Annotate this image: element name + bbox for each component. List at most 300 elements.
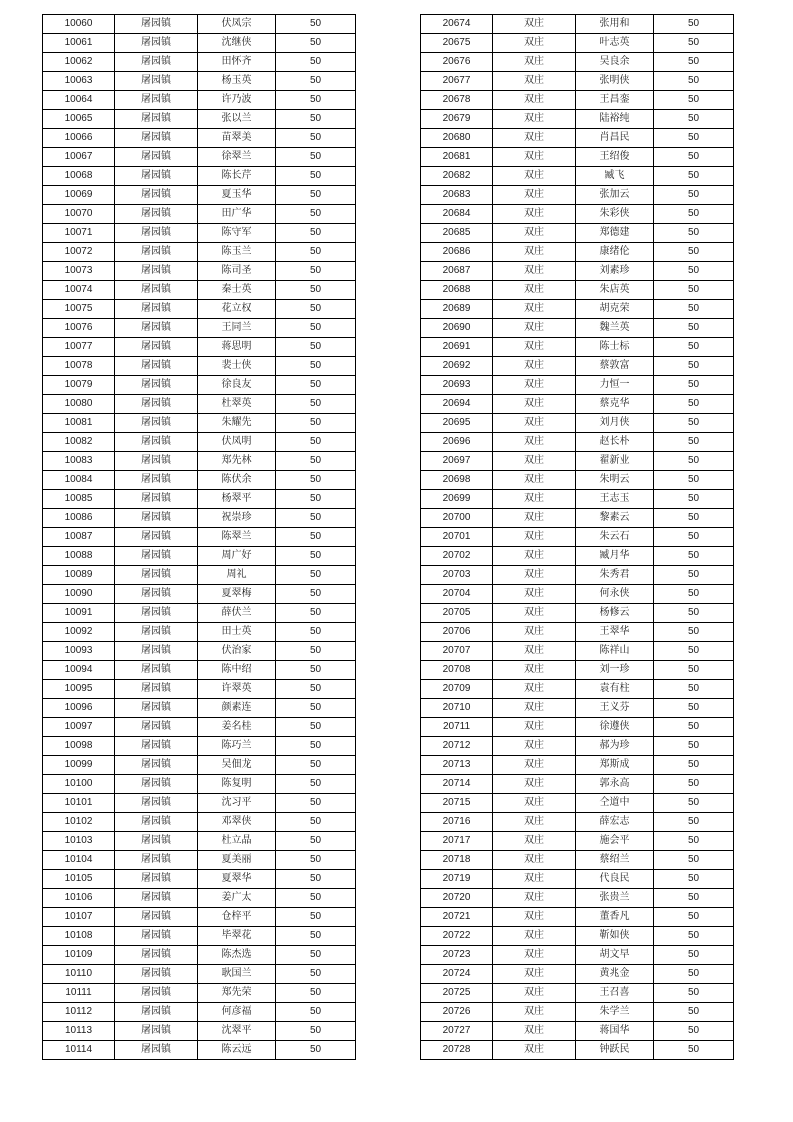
cell-amount: 50 <box>654 661 734 680</box>
cell-id: 20709 <box>421 680 493 699</box>
cell-person-name: 郑斯成 <box>576 756 654 775</box>
cell-person-name: 朱耀先 <box>198 414 276 433</box>
cell-person-name: 朱云石 <box>576 528 654 547</box>
cell-amount: 50 <box>276 110 356 129</box>
cell-amount: 50 <box>654 737 734 756</box>
cell-amount: 50 <box>276 53 356 72</box>
cell-id: 10089 <box>43 566 115 585</box>
cell-town: 双庄 <box>493 984 576 1003</box>
cell-amount: 50 <box>276 72 356 91</box>
cell-id: 10080 <box>43 395 115 414</box>
table-row <box>421 53 734 72</box>
cell-town: 屠园镇 <box>115 34 198 53</box>
cell-amount: 50 <box>654 566 734 585</box>
cell-town: 双庄 <box>493 547 576 566</box>
table-row <box>43 832 356 851</box>
cell-id: 20700 <box>421 509 493 528</box>
cell-id: 20686 <box>421 243 493 262</box>
cell-person-name: 张用和 <box>576 15 654 34</box>
cell-person-name: 许乃波 <box>198 91 276 110</box>
cell-person-name: 王翠华 <box>576 623 654 642</box>
cell-amount: 50 <box>654 53 734 72</box>
cell-id: 10079 <box>43 376 115 395</box>
cell-amount: 50 <box>276 699 356 718</box>
cell-town: 双庄 <box>493 965 576 984</box>
table-row <box>421 262 734 281</box>
cell-amount: 50 <box>654 547 734 566</box>
cell-town: 双庄 <box>493 661 576 680</box>
cell-amount: 50 <box>654 718 734 737</box>
cell-town: 屠园镇 <box>115 281 198 300</box>
cell-person-name: 胡克荣 <box>576 300 654 319</box>
cell-id: 20678 <box>421 91 493 110</box>
cell-person-name: 袁有柱 <box>576 680 654 699</box>
cell-amount: 50 <box>654 300 734 319</box>
table-row <box>421 813 734 832</box>
table-row <box>43 15 356 34</box>
cell-town: 屠园镇 <box>115 775 198 794</box>
cell-amount: 50 <box>654 851 734 870</box>
table-row <box>421 661 734 680</box>
cell-id: 20714 <box>421 775 493 794</box>
cell-amount: 50 <box>654 1041 734 1060</box>
cell-person-name: 张贵兰 <box>576 889 654 908</box>
cell-person-name: 肖昌民 <box>576 129 654 148</box>
table-row <box>43 756 356 775</box>
cell-id: 10066 <box>43 129 115 148</box>
cell-town: 屠园镇 <box>115 376 198 395</box>
table-row <box>43 737 356 756</box>
cell-town: 屠园镇 <box>115 984 198 1003</box>
cell-id: 10070 <box>43 205 115 224</box>
cell-amount: 50 <box>654 813 734 832</box>
cell-id: 10072 <box>43 243 115 262</box>
cell-id: 20688 <box>421 281 493 300</box>
cell-town: 屠园镇 <box>115 338 198 357</box>
cell-amount: 50 <box>276 395 356 414</box>
cell-amount: 50 <box>654 756 734 775</box>
cell-town: 双庄 <box>493 642 576 661</box>
cell-id: 20704 <box>421 585 493 604</box>
cell-town: 双庄 <box>493 756 576 775</box>
table-row <box>421 680 734 699</box>
cell-person-name: 蒋国华 <box>576 1022 654 1041</box>
cell-amount: 50 <box>276 1003 356 1022</box>
cell-town: 屠园镇 <box>115 357 198 376</box>
table-row <box>43 262 356 281</box>
cell-amount: 50 <box>276 889 356 908</box>
cell-amount: 50 <box>276 604 356 623</box>
cell-person-name: 陈中绍 <box>198 661 276 680</box>
cell-id: 20691 <box>421 338 493 357</box>
cell-amount: 50 <box>654 870 734 889</box>
cell-person-name: 毕翠花 <box>198 927 276 946</box>
cell-amount: 50 <box>654 34 734 53</box>
cell-person-name: 徐良友 <box>198 376 276 395</box>
cell-town: 双庄 <box>493 775 576 794</box>
cell-person-name: 朱明云 <box>576 471 654 490</box>
cell-person-name: 薛宏志 <box>576 813 654 832</box>
table-row <box>43 680 356 699</box>
cell-amount: 50 <box>276 509 356 528</box>
cell-id: 20715 <box>421 794 493 813</box>
table-row <box>43 965 356 984</box>
cell-amount: 50 <box>654 471 734 490</box>
cell-town: 屠园镇 <box>115 851 198 870</box>
table-row <box>43 908 356 927</box>
table-row <box>421 110 734 129</box>
cell-town: 双庄 <box>493 281 576 300</box>
cell-person-name: 薛伏兰 <box>198 604 276 623</box>
cell-person-name: 郑先林 <box>198 452 276 471</box>
cell-amount: 50 <box>654 224 734 243</box>
cell-id: 20719 <box>421 870 493 889</box>
cell-id: 20679 <box>421 110 493 129</box>
cell-id: 20696 <box>421 433 493 452</box>
cell-id: 20690 <box>421 319 493 338</box>
cell-id: 20692 <box>421 357 493 376</box>
cell-person-name: 伏治家 <box>198 642 276 661</box>
table-row <box>43 186 356 205</box>
table-row <box>421 395 734 414</box>
cell-town: 双庄 <box>493 509 576 528</box>
cell-id: 20694 <box>421 395 493 414</box>
cell-person-name: 康绪伦 <box>576 243 654 262</box>
cell-person-name: 魏兰英 <box>576 319 654 338</box>
table-row <box>421 490 734 509</box>
table-row <box>43 528 356 547</box>
table-row <box>421 699 734 718</box>
cell-town: 双庄 <box>493 148 576 167</box>
cell-amount: 50 <box>654 319 734 338</box>
cell-id: 20683 <box>421 186 493 205</box>
cell-id: 10099 <box>43 756 115 775</box>
cell-id: 10083 <box>43 452 115 471</box>
cell-amount: 50 <box>654 832 734 851</box>
cell-person-name: 钟跃民 <box>576 1041 654 1060</box>
cell-id: 20725 <box>421 984 493 1003</box>
cell-person-name: 沈翠平 <box>198 1022 276 1041</box>
cell-town: 屠园镇 <box>115 129 198 148</box>
cell-town: 双庄 <box>493 129 576 148</box>
cell-id: 10106 <box>43 889 115 908</box>
cell-id: 20698 <box>421 471 493 490</box>
cell-id: 20699 <box>421 490 493 509</box>
cell-id: 10078 <box>43 357 115 376</box>
cell-id: 10081 <box>43 414 115 433</box>
table-row <box>43 984 356 1003</box>
cell-town: 屠园镇 <box>115 186 198 205</box>
cell-person-name: 陈守军 <box>198 224 276 243</box>
cell-town: 屠园镇 <box>115 680 198 699</box>
cell-town: 双庄 <box>493 946 576 965</box>
cell-town: 双庄 <box>493 224 576 243</box>
cell-amount: 50 <box>654 775 734 794</box>
cell-person-name: 臧飞 <box>576 167 654 186</box>
cell-id: 20724 <box>421 965 493 984</box>
cell-amount: 50 <box>276 433 356 452</box>
table-row <box>421 718 734 737</box>
cell-person-name: 赵长朴 <box>576 433 654 452</box>
cell-town: 屠园镇 <box>115 870 198 889</box>
cell-amount: 50 <box>276 832 356 851</box>
cell-amount: 50 <box>654 110 734 129</box>
cell-id: 20727 <box>421 1022 493 1041</box>
cell-person-name: 夏玉华 <box>198 186 276 205</box>
cell-amount: 50 <box>276 566 356 585</box>
cell-id: 20718 <box>421 851 493 870</box>
cell-person-name: 沈继侠 <box>198 34 276 53</box>
cell-id: 10104 <box>43 851 115 870</box>
cell-town: 屠园镇 <box>115 110 198 129</box>
cell-person-name: 朱秀君 <box>576 566 654 585</box>
table-row <box>421 15 734 34</box>
cell-person-name: 许翠英 <box>198 680 276 699</box>
table-row <box>43 509 356 528</box>
cell-person-name: 力恒一 <box>576 376 654 395</box>
cell-person-name: 陈士标 <box>576 338 654 357</box>
cell-town: 屠园镇 <box>115 395 198 414</box>
cell-person-name: 陆裕纯 <box>576 110 654 129</box>
table-row <box>43 699 356 718</box>
cell-amount: 50 <box>276 15 356 34</box>
cell-town: 双庄 <box>493 585 576 604</box>
table-row <box>43 547 356 566</box>
cell-person-name: 蔡敦富 <box>576 357 654 376</box>
cell-person-name: 陈祥山 <box>576 642 654 661</box>
cell-town: 屠园镇 <box>115 813 198 832</box>
table-row <box>421 965 734 984</box>
cell-person-name: 张以兰 <box>198 110 276 129</box>
cell-amount: 50 <box>276 680 356 699</box>
table-row <box>43 300 356 319</box>
cell-id: 10068 <box>43 167 115 186</box>
cell-town: 屠园镇 <box>115 566 198 585</box>
table-row <box>421 414 734 433</box>
cell-town: 屠园镇 <box>115 205 198 224</box>
cell-person-name: 夏翠华 <box>198 870 276 889</box>
cell-id: 10060 <box>43 15 115 34</box>
cell-town: 屠园镇 <box>115 167 198 186</box>
cell-id: 20676 <box>421 53 493 72</box>
cell-town: 屠园镇 <box>115 243 198 262</box>
cell-amount: 50 <box>654 452 734 471</box>
table-row <box>421 148 734 167</box>
cell-id: 10071 <box>43 224 115 243</box>
cell-town: 屠园镇 <box>115 946 198 965</box>
table-row <box>421 604 734 623</box>
table-row <box>43 566 356 585</box>
cell-person-name: 刘素珍 <box>576 262 654 281</box>
cell-town: 屠园镇 <box>115 1003 198 1022</box>
cell-id: 10077 <box>43 338 115 357</box>
cell-person-name: 沈习平 <box>198 794 276 813</box>
table-row <box>43 110 356 129</box>
cell-town: 双庄 <box>493 699 576 718</box>
cell-id: 20716 <box>421 813 493 832</box>
cell-id: 20685 <box>421 224 493 243</box>
table-row <box>421 376 734 395</box>
cell-amount: 50 <box>276 186 356 205</box>
cell-town: 双庄 <box>493 718 576 737</box>
cell-amount: 50 <box>654 1022 734 1041</box>
cell-amount: 50 <box>276 167 356 186</box>
cell-person-name: 黄兆金 <box>576 965 654 984</box>
table-row <box>421 623 734 642</box>
cell-amount: 50 <box>654 338 734 357</box>
cell-amount: 50 <box>654 15 734 34</box>
cell-id: 10085 <box>43 490 115 509</box>
cell-amount: 50 <box>654 965 734 984</box>
table-row <box>43 1041 356 1060</box>
cell-town: 双庄 <box>493 319 576 338</box>
table-row <box>43 604 356 623</box>
cell-town: 双庄 <box>493 1003 576 1022</box>
cell-id: 10107 <box>43 908 115 927</box>
cell-person-name: 代良民 <box>576 870 654 889</box>
cell-person-name: 杨翠平 <box>198 490 276 509</box>
cell-person-name: 何永侠 <box>576 585 654 604</box>
cell-id: 20722 <box>421 927 493 946</box>
cell-town: 屠园镇 <box>115 661 198 680</box>
cell-id: 10062 <box>43 53 115 72</box>
table-row <box>421 186 734 205</box>
cell-id: 10067 <box>43 148 115 167</box>
cell-id: 10097 <box>43 718 115 737</box>
table-row <box>43 129 356 148</box>
table-row <box>421 870 734 889</box>
table-row <box>43 490 356 509</box>
cell-amount: 50 <box>654 1003 734 1022</box>
cell-id: 10093 <box>43 642 115 661</box>
cell-id: 20708 <box>421 661 493 680</box>
cell-amount: 50 <box>276 946 356 965</box>
cell-person-name: 杨修云 <box>576 604 654 623</box>
cell-town: 双庄 <box>493 300 576 319</box>
cell-town: 双庄 <box>493 205 576 224</box>
table-row <box>43 946 356 965</box>
cell-town: 屠园镇 <box>115 756 198 775</box>
cell-person-name: 张明侠 <box>576 72 654 91</box>
cell-person-name: 陈翠兰 <box>198 528 276 547</box>
table-row <box>43 34 356 53</box>
table-row <box>421 908 734 927</box>
table-row <box>421 775 734 794</box>
cell-town: 双庄 <box>493 34 576 53</box>
table-row <box>43 205 356 224</box>
table-row <box>43 851 356 870</box>
cell-person-name: 田怀齐 <box>198 53 276 72</box>
cell-town: 双庄 <box>493 680 576 699</box>
cell-town: 屠园镇 <box>115 72 198 91</box>
cell-id: 10065 <box>43 110 115 129</box>
cell-id: 10084 <box>43 471 115 490</box>
cell-amount: 50 <box>654 281 734 300</box>
cell-amount: 50 <box>276 927 356 946</box>
cell-town: 屠园镇 <box>115 623 198 642</box>
cell-amount: 50 <box>276 756 356 775</box>
cell-id: 20710 <box>421 699 493 718</box>
cell-amount: 50 <box>654 585 734 604</box>
cell-amount: 50 <box>276 661 356 680</box>
cell-id: 20687 <box>421 262 493 281</box>
cell-town: 屠园镇 <box>115 224 198 243</box>
cell-person-name: 杜翠英 <box>198 395 276 414</box>
table-row <box>421 338 734 357</box>
cell-id: 10092 <box>43 623 115 642</box>
cell-amount: 50 <box>276 91 356 110</box>
table-row <box>421 585 734 604</box>
cell-id: 20681 <box>421 148 493 167</box>
cell-id: 20728 <box>421 1041 493 1060</box>
cell-person-name: 伏凤宗 <box>198 15 276 34</box>
cell-person-name: 王昌銮 <box>576 91 654 110</box>
cell-town: 双庄 <box>493 15 576 34</box>
table-row <box>421 528 734 547</box>
cell-town: 双庄 <box>493 813 576 832</box>
cell-id: 10108 <box>43 927 115 946</box>
cell-town: 屠园镇 <box>115 965 198 984</box>
cell-person-name: 蔡克华 <box>576 395 654 414</box>
cell-id: 10086 <box>43 509 115 528</box>
cell-town: 双庄 <box>493 433 576 452</box>
cell-amount: 50 <box>276 129 356 148</box>
cell-town: 双庄 <box>493 262 576 281</box>
cell-town: 屠园镇 <box>115 300 198 319</box>
table-row <box>43 718 356 737</box>
cell-person-name: 刘月侠 <box>576 414 654 433</box>
cell-person-name: 田广华 <box>198 205 276 224</box>
cell-amount: 50 <box>276 585 356 604</box>
table-row <box>421 281 734 300</box>
table-row <box>43 1003 356 1022</box>
table-row <box>421 433 734 452</box>
cell-amount: 50 <box>654 908 734 927</box>
cell-town: 屠园镇 <box>115 908 198 927</box>
cell-person-name: 郑先荣 <box>198 984 276 1003</box>
cell-id: 10114 <box>43 1041 115 1060</box>
cell-amount: 50 <box>276 1022 356 1041</box>
cell-id: 10103 <box>43 832 115 851</box>
cell-town: 双庄 <box>493 908 576 927</box>
cell-town: 屠园镇 <box>115 471 198 490</box>
table-row <box>43 585 356 604</box>
cell-town: 双庄 <box>493 452 576 471</box>
cell-town: 双庄 <box>493 1022 576 1041</box>
cell-person-name: 秦士英 <box>198 281 276 300</box>
cell-town: 双庄 <box>493 91 576 110</box>
cell-amount: 50 <box>276 794 356 813</box>
cell-town: 屠园镇 <box>115 604 198 623</box>
table-row <box>43 243 356 262</box>
cell-amount: 50 <box>654 680 734 699</box>
table-row <box>421 300 734 319</box>
cell-person-name: 仝道中 <box>576 794 654 813</box>
cell-town: 双庄 <box>493 851 576 870</box>
cell-id: 20675 <box>421 34 493 53</box>
cell-person-name: 吴佃龙 <box>198 756 276 775</box>
table-row <box>421 1022 734 1041</box>
cell-amount: 50 <box>276 452 356 471</box>
cell-id: 10088 <box>43 547 115 566</box>
table-row <box>43 870 356 889</box>
cell-amount: 50 <box>276 870 356 889</box>
cell-amount: 50 <box>276 414 356 433</box>
cell-person-name: 施会平 <box>576 832 654 851</box>
cell-amount: 50 <box>276 547 356 566</box>
cell-town: 屠园镇 <box>115 718 198 737</box>
cell-id: 20713 <box>421 756 493 775</box>
